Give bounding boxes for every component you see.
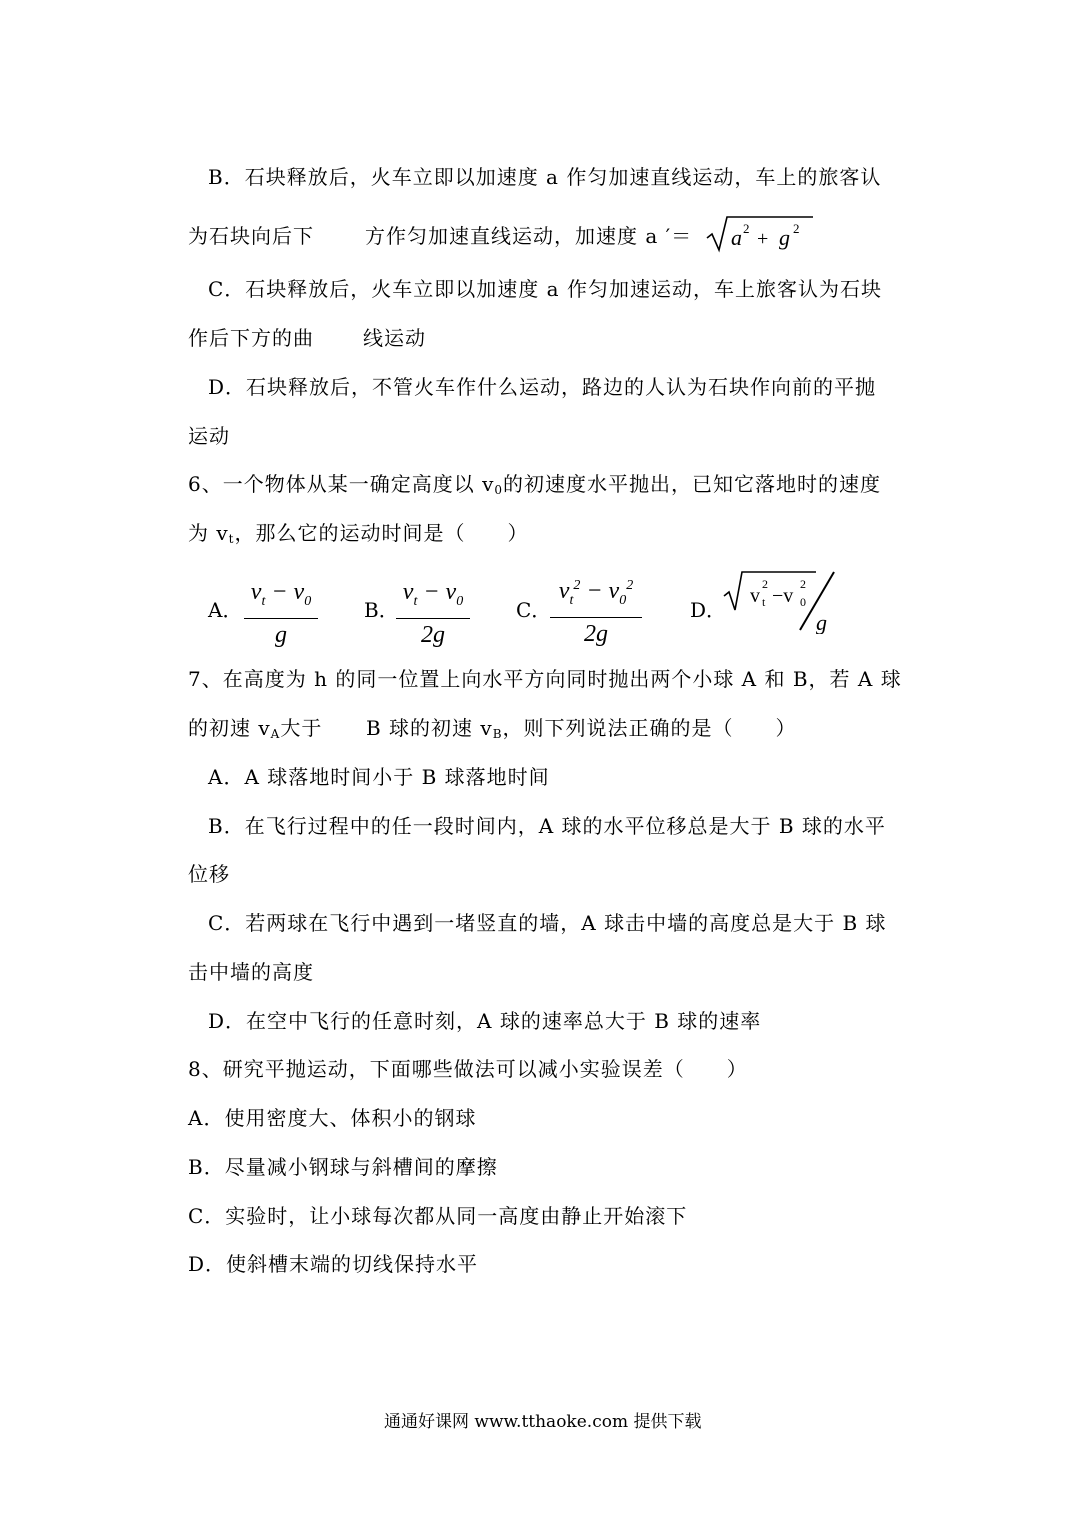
q6-option-d-formula bbox=[722, 568, 840, 634]
option-b-line-2-part1: 为石块向后下 bbox=[188, 224, 314, 248]
q7-option-d: D．在空中飞行的任意时刻，A 球的速率总大于 B 球的速率 bbox=[208, 1009, 762, 1033]
svg-text:t: t bbox=[762, 595, 766, 609]
q7-sub-a: A bbox=[270, 727, 281, 741]
question-6-line-2 bbox=[188, 521, 528, 551]
q6-sub-t: t bbox=[228, 532, 235, 546]
q7-option-c-line-2: 击中墙的高度 bbox=[188, 960, 314, 984]
q6-text-b: 的初速度水平抛出，已知它落地时的速度 bbox=[503, 472, 882, 496]
option-b-line-2-part2: 方作匀加速直线运动，加速度 a ′＝ bbox=[365, 224, 693, 248]
q7-text-c: B 球的初速 v bbox=[366, 716, 493, 740]
option-d-line-1: D．石块释放后，不管火车作什么运动，路边的人认为石块作向前的平抛 bbox=[208, 375, 877, 399]
q7-text-a: 的初速 v bbox=[188, 716, 271, 740]
q7-text-b: 大于 bbox=[280, 716, 323, 740]
svg-text:0: 0 bbox=[800, 595, 806, 609]
option-c-line-2-part1: 作后下方的曲 bbox=[188, 326, 314, 350]
q7-text-d: ，则下列说法正确的是（ ） bbox=[502, 716, 797, 740]
page-footer: 通通好课网 www.tthaoke.com 提供下载 bbox=[384, 1412, 702, 1432]
q7-sub-b: B bbox=[492, 727, 503, 741]
q6-option-c-fraction: $v_t^2 - v_0^2$ 2g bbox=[550, 572, 642, 648]
svg-text:2: 2 bbox=[800, 577, 806, 591]
svg-text:2: 2 bbox=[762, 577, 768, 591]
q6-option-b-fraction: $v_t - v_0$ 2g bbox=[396, 578, 470, 649]
q6-text-a: 6、一个物体从某一确定高度以 v bbox=[188, 472, 495, 496]
q6-option-c-label: C． bbox=[516, 598, 552, 622]
sqrt-a: a bbox=[731, 225, 742, 250]
svg-text:g: g bbox=[816, 610, 827, 634]
q6-sub-0: 0 bbox=[494, 483, 504, 497]
svg-text:v: v bbox=[750, 585, 760, 607]
q7-option-c-line-1: C．若两球在飞行中遇到一堵竖直的墙，A 球击中墙的高度总是大于 B 球 bbox=[208, 911, 887, 935]
question-7-line-2b bbox=[366, 716, 797, 746]
q8-option-b: B．尽量减小钢球与斜槽间的摩擦 bbox=[188, 1155, 498, 1179]
option-b-line-1: B．石块释放后，火车立即以加速度 a 作匀加速直线运动，车上的旅客认 bbox=[208, 165, 882, 189]
q8-option-c: C．实验时，让小球每次都从同一高度由静止开始滚下 bbox=[188, 1204, 688, 1228]
q7-option-a: A．A 球落地时间小于 B 球落地时间 bbox=[208, 765, 550, 789]
sqrt-exp2: 2 bbox=[793, 221, 800, 236]
q6-option-d-label: D． bbox=[690, 598, 727, 622]
option-c-line-1: C．石块释放后，火车立即以加速度 a 作匀加速运动，车上旅客认为石块 bbox=[208, 277, 882, 301]
sqrt-formula bbox=[705, 214, 815, 254]
q7-option-b-line-1: B．在飞行过程中的任一段时间内，A 球的水平位移总是大于 B 球的水平 bbox=[208, 814, 886, 838]
q6-text-d: ，那么它的运动时间是（ ） bbox=[234, 521, 529, 545]
q6-text-c: 为 v bbox=[188, 521, 229, 545]
option-d-line-2: 运动 bbox=[188, 424, 230, 448]
q6-option-b-label: B． bbox=[364, 598, 399, 622]
question-8: 8、研究平抛运动，下面哪些做法可以减小实验误差（ ） bbox=[188, 1057, 748, 1081]
sqrt-plus: + bbox=[757, 228, 769, 250]
q7-option-b-line-2: 位移 bbox=[188, 862, 230, 886]
q8-option-a: A．使用密度大、体积小的钢球 bbox=[188, 1106, 477, 1130]
question-6-line-1 bbox=[188, 472, 881, 502]
question-7-line-1: 7、在高度为 h 的同一位置上向水平方向同时抛出两个小球 A 和 B，若 A 球 bbox=[188, 667, 902, 691]
q6-option-a-label: A． bbox=[208, 598, 243, 622]
svg-text:−v: −v bbox=[772, 585, 794, 607]
q6-option-a-fraction: $v_t - v_0$ g bbox=[244, 578, 318, 649]
option-c-line-2-part2: 线运动 bbox=[363, 326, 426, 350]
q8-option-d: D．使斜槽末端的切线保持水平 bbox=[188, 1252, 479, 1276]
sqrt-exp1: 2 bbox=[743, 221, 750, 236]
sqrt-g: g bbox=[779, 225, 790, 250]
question-7-line-2 bbox=[188, 716, 322, 746]
